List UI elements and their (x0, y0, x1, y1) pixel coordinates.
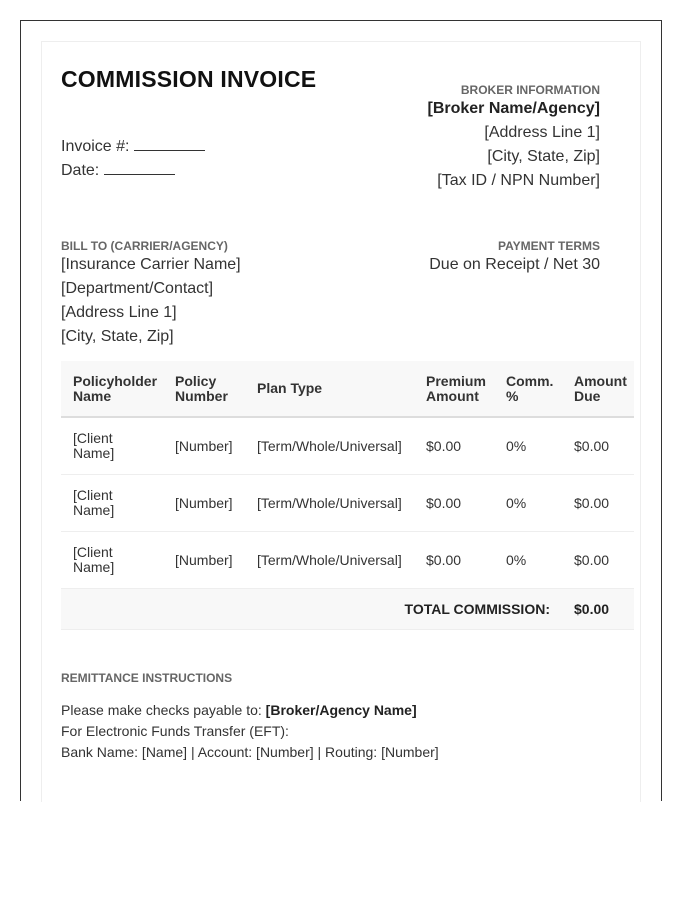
table-header-row (61, 361, 634, 417)
payable-line (61, 700, 439, 721)
payment-terms-value: Due on Receipt / Net 30 (429, 256, 600, 273)
eft-line: For Electronic Funds Transfer (EFT): (61, 723, 289, 739)
cell-amount-due: $0.00 (562, 532, 634, 589)
table-row (61, 417, 634, 475)
header-policyholder-name: Policyholder Name (61, 361, 163, 417)
cell-policy-number: [Number] (163, 475, 245, 532)
cell-commission: 0% (494, 475, 562, 532)
payable-prefix: Please make checks payable to: (61, 702, 262, 718)
cell-policy-number: [Number] (163, 417, 245, 475)
cell-commission: 0% (494, 532, 562, 589)
header-plan-type: Plan Type (245, 361, 414, 417)
payment-terms-heading: PAYMENT TERMS (497, 239, 600, 253)
broker-address: [Address Line 1] (484, 124, 600, 141)
header-policy-number: Policy Number (163, 361, 245, 417)
total-commission-label: TOTAL COMMISSION: (61, 589, 562, 630)
bill-to-line: [Department/Contact] (61, 280, 214, 297)
total-commission-value: $0.00 (562, 589, 634, 630)
cell-commission: 0% (494, 417, 562, 475)
bill-to-heading: BILL TO (CARRIER/AGENCY) (61, 239, 228, 253)
remittance-instructions (61, 700, 439, 763)
invoice-number-field (61, 136, 205, 156)
table-row (61, 532, 634, 589)
invoice-date-label: Date: (61, 162, 100, 179)
payment-terms (429, 239, 600, 277)
broker-tax-id: [Tax ID / NPN Number] (437, 172, 600, 189)
cell-client-name: [Client Name] (61, 532, 163, 589)
bank-line: Bank Name: [Name] | Account: [Number] | Routing: [Number] (61, 744, 439, 760)
broker-city: [City, State, Zip] (487, 148, 600, 165)
cell-amount-due: $0.00 (562, 475, 634, 532)
broker-name: [Broker Name/Agency] (427, 100, 600, 117)
cell-premium: $0.00 (414, 475, 494, 532)
remittance-heading: REMITTANCE INSTRUCTIONS (61, 671, 233, 685)
cell-plan-type: [Term/Whole/Universal] (245, 417, 414, 475)
cell-plan-type: [Term/Whole/Universal] (245, 475, 414, 532)
invoice-title: COMMISSION INVOICE (61, 66, 317, 92)
bill-to (61, 239, 241, 349)
invoice-number-label: Invoice #: (61, 138, 130, 155)
commission-table (61, 361, 634, 630)
cell-plan-type: [Term/Whole/Universal] (245, 532, 414, 589)
bill-to-line: [Insurance Carrier Name] (61, 256, 241, 273)
total-row (61, 589, 634, 630)
table-row (61, 475, 634, 532)
cell-amount-due: $0.00 (562, 417, 634, 475)
invoice-date-blank (104, 160, 175, 175)
header-premium-amount: Premium Amount (414, 361, 494, 417)
cell-client-name: [Client Name] (61, 475, 163, 532)
invoice-number-blank (134, 136, 205, 151)
invoice-date-field (61, 160, 175, 180)
payable-name: [Broker/Agency Name] (265, 702, 417, 718)
bill-to-line: [City, State, Zip] (61, 328, 174, 345)
cell-premium: $0.00 (414, 417, 494, 475)
header-commission-percent: Comm. % (494, 361, 562, 417)
cell-premium: $0.00 (414, 532, 494, 589)
broker-info-heading: BROKER INFORMATION (460, 83, 600, 97)
cell-policy-number: [Number] (163, 532, 245, 589)
bill-to-line: [Address Line 1] (61, 304, 177, 321)
cell-client-name: [Client Name] (61, 417, 163, 475)
header-amount-due: Amount Due (562, 361, 634, 417)
broker-info (428, 83, 601, 193)
